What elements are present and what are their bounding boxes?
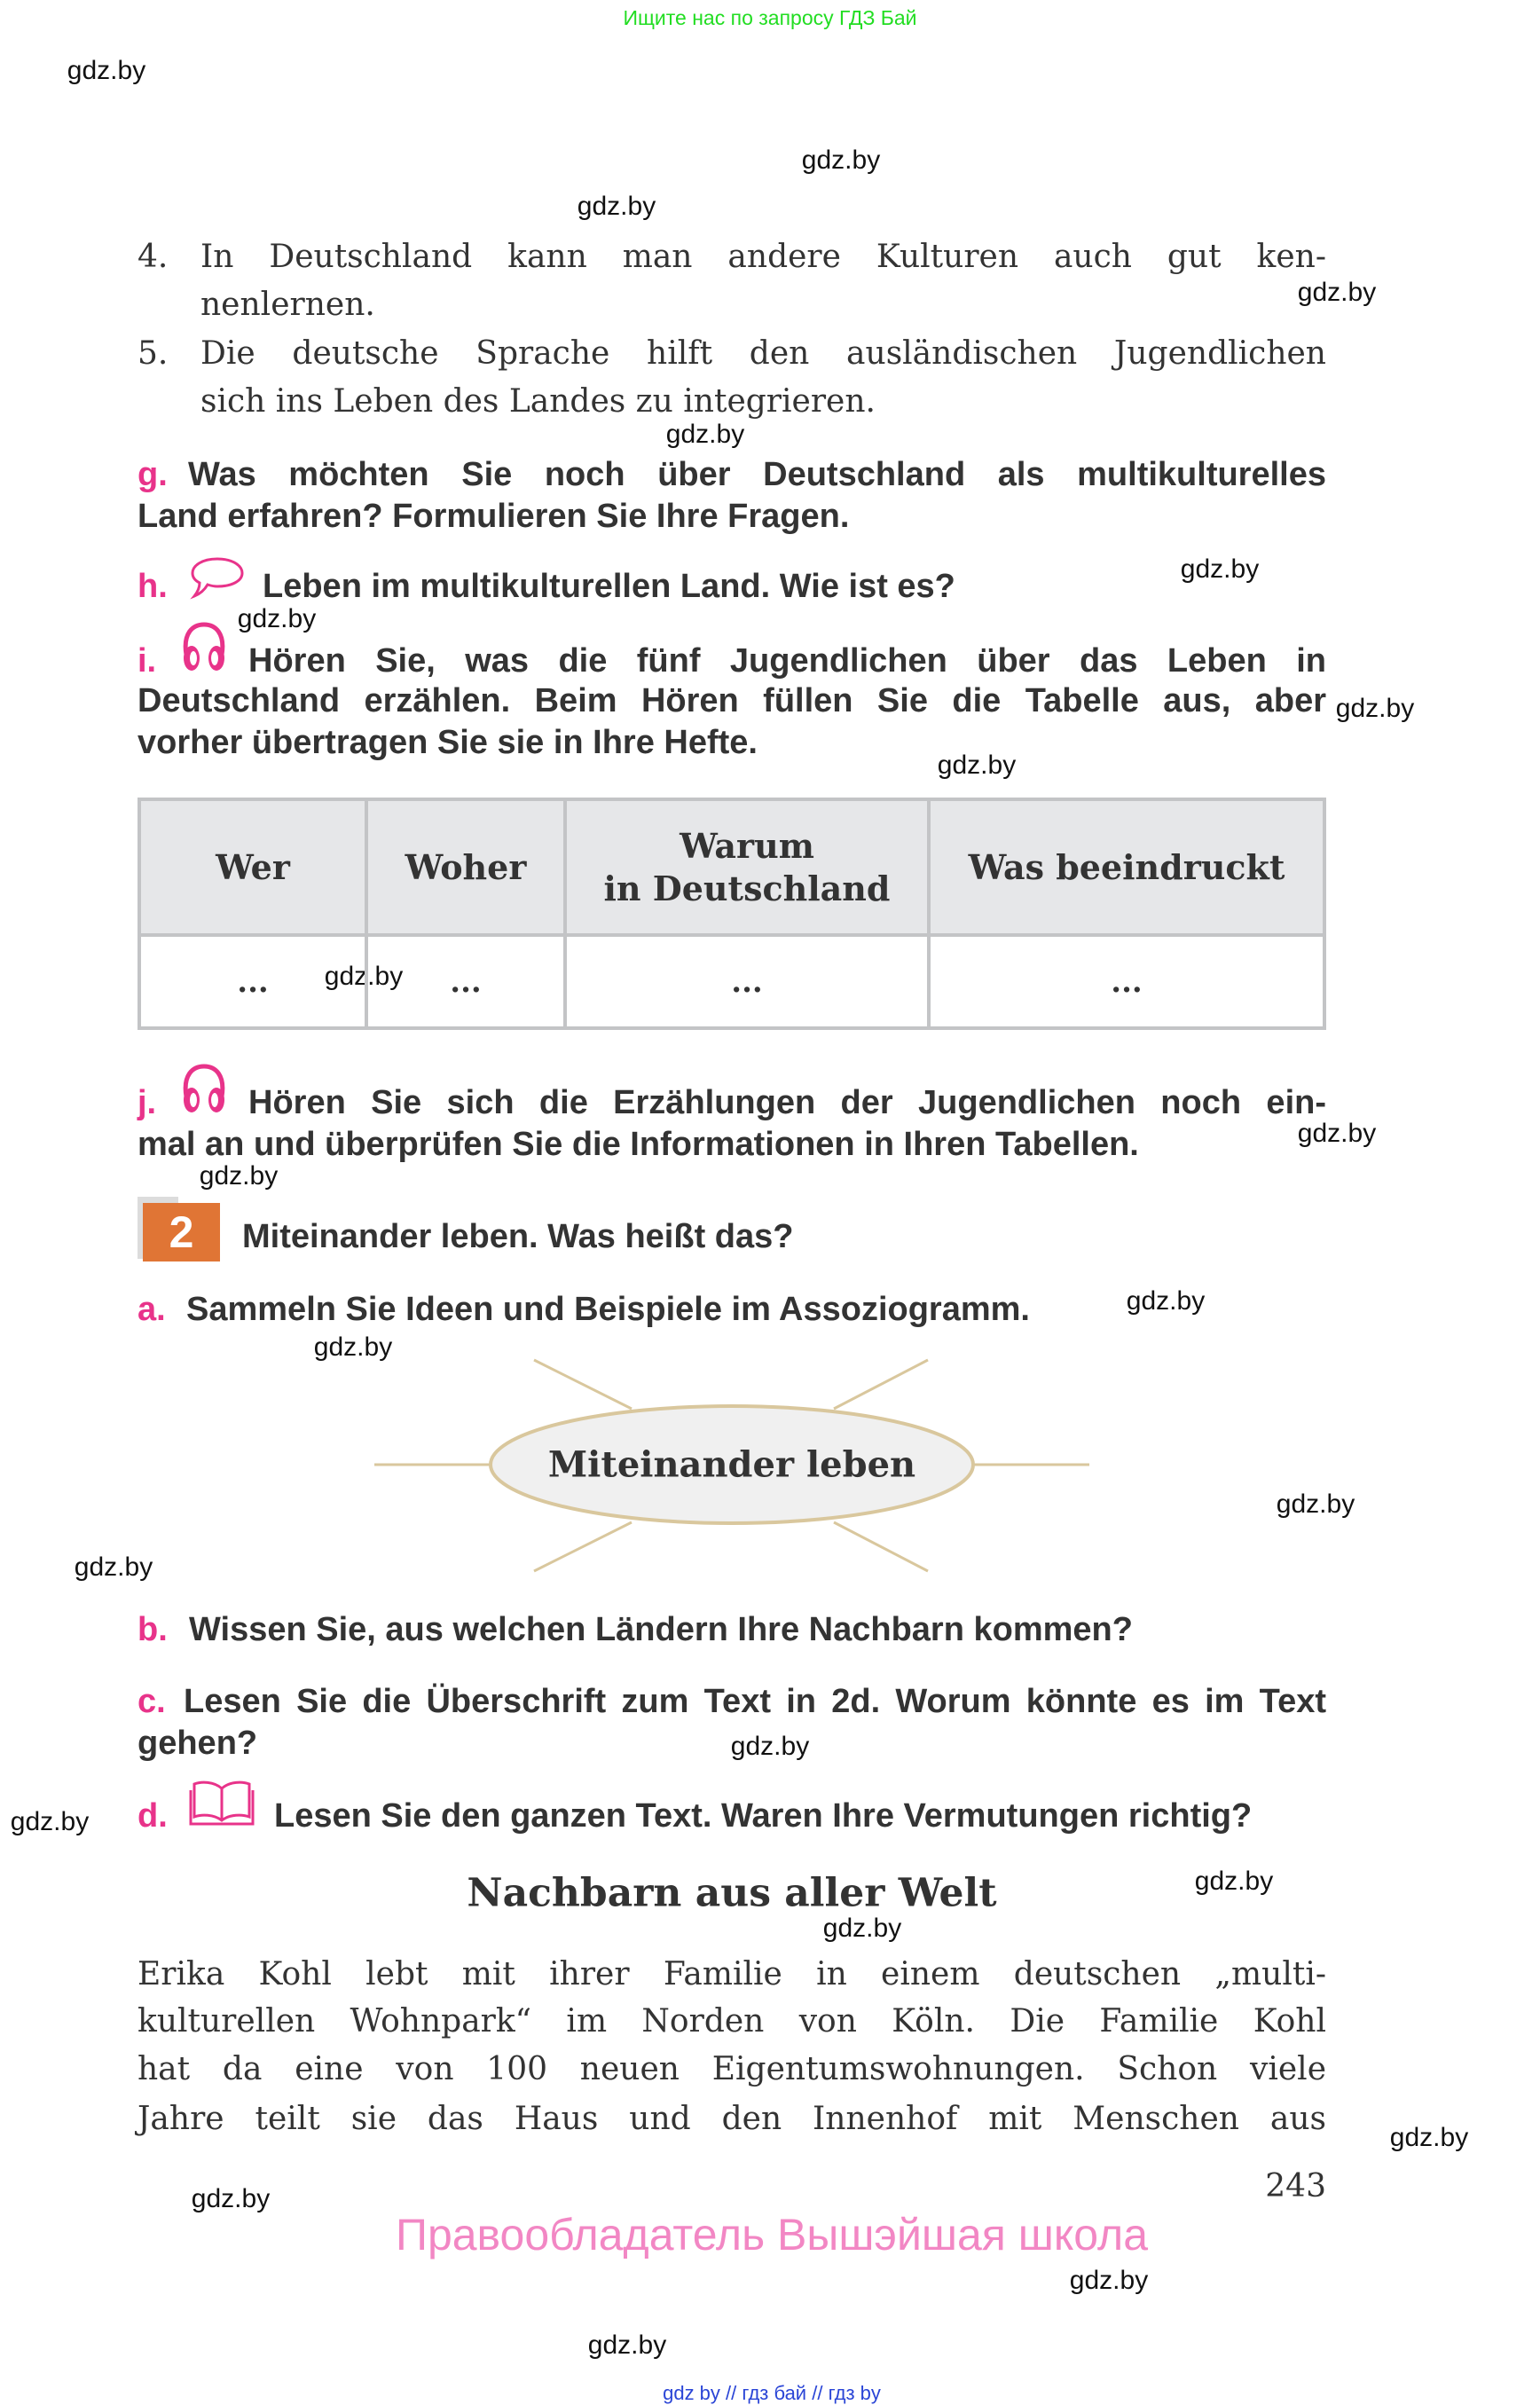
diagram-center-label: Miteinander leben [547, 1443, 916, 1486]
task-c-line-2: gehen? [138, 1725, 258, 1762]
footer-link[interactable]: gdz by [663, 2382, 720, 2404]
header-line: in Deutschland [603, 868, 891, 908]
item-4-line-2: nenlernen. [200, 287, 375, 323]
reading-title: Nachbarn aus aller Welt [467, 1870, 997, 1916]
search-banner[interactable]: Ищите нас по запросу ГДЗ Бай [623, 6, 917, 29]
table-cell[interactable]: ... [139, 935, 366, 1028]
column-header-warum [565, 799, 929, 935]
table-cell[interactable]: ... [929, 935, 1324, 1028]
table-header-row [139, 799, 1324, 935]
watermark-text: gdz.by [577, 192, 656, 221]
item-4-line-1: In Deutschland kann man andere Kulturen auch gut ken- [200, 239, 1326, 275]
task-i-line-2: Deutschland erzählen. Beim Hören füllen Sie die Tabelle aus, aber [138, 682, 1326, 719]
item-number-5: 5. [138, 335, 169, 372]
watermark-text: gdz.by [730, 1732, 810, 1761]
headphones-icon [178, 621, 230, 674]
watermark-text: gdz.by [191, 2184, 271, 2213]
reading-line: Jahre teilt sie das Haus und den Innenhof mit Menschen aus [138, 2101, 1326, 2137]
watermark-text: gdz.by [1276, 1489, 1355, 1519]
task-g-line-2: Land erfahren? Formulieren Sie Ihre Fragen. [138, 498, 850, 535]
column-header-was-beeindruckt: Was beeindruckt [929, 799, 1324, 935]
task-a-label: a. [138, 1291, 166, 1328]
watermark-text: gdz.by [937, 751, 1017, 780]
exercise-number-badge: 2 [143, 1203, 220, 1261]
task-i-line-3: vorher übertragen Sie sie in Ihre Hefte. [138, 724, 758, 761]
watermark-text: gdz.by [587, 2330, 667, 2360]
reading-line: Erika Kohl lebt mit ihrer Familie in einem deutschen „multi- [138, 1956, 1326, 1992]
watermark-text: gdz.by [1335, 694, 1415, 723]
watermark-text: gdz.by [237, 604, 317, 633]
task-g-label: g. [138, 456, 168, 493]
task-j-line-2: mal an und überprüfen Sie die Informationen in Ihren Tabellen. [138, 1126, 1139, 1163]
header-line: Warum [680, 825, 814, 866]
item-5-line-1: Die deutsche Sprache hilft den ausländischen Jugendlichen [200, 335, 1326, 372]
watermark-text: gdz.by [1389, 2123, 1469, 2152]
watermark-text: gdz.by [1069, 2266, 1149, 2295]
task-g-line-1: Was möchten Sie noch über Deutschland als multikulturelles [188, 456, 1326, 493]
task-j-line-1: Hören Sie sich die Erzählungen der Jugendlichen noch ein- [248, 1084, 1326, 1121]
column-header-wer: Wer [139, 799, 366, 935]
watermark-text: gdz.by [1297, 1119, 1377, 1148]
table-row [139, 935, 1324, 1028]
task-b-label: b. [138, 1611, 168, 1648]
exercise-title: Miteinander leben. Was heißt das? [242, 1218, 794, 1255]
task-i-line-1: Hören Sie, was die fünf Jugendlichen über das Leben in [248, 642, 1326, 680]
diagram-spoke [534, 1360, 632, 1409]
watermark-text: gdz.by [313, 1332, 393, 1362]
diagram-spoke [834, 1360, 928, 1409]
task-i-label: i. [138, 642, 157, 680]
listening-table [138, 798, 1326, 1030]
copyright-notice: Правообладатель Вышэйшая школа [396, 2210, 1148, 2260]
footer-link[interactable]: гдз бай [742, 2382, 807, 2404]
diagram-spoke [534, 1522, 632, 1571]
watermark-text: gdz.by [74, 1552, 153, 1582]
task-h-label: h. [138, 568, 168, 605]
watermark-text: gdz.by [10, 1807, 90, 1836]
watermark-text: gdz.by [822, 1914, 902, 1943]
speech-bubble-icon [189, 555, 246, 601]
watermark-text: gdz.by [1297, 278, 1377, 307]
watermark-text: gdz.by [801, 145, 881, 175]
watermark-text: gdz.by [665, 420, 745, 449]
footer-separator: // [726, 2382, 737, 2404]
task-h-text: Leben im multikulturellen Land. Wie ist es? [263, 568, 955, 605]
watermark-text: gdz.by [1194, 1867, 1274, 1896]
item-number-4: 4. [138, 239, 169, 275]
column-header-woher: Woher [366, 799, 565, 935]
open-book-icon [189, 1778, 255, 1827]
diagram-spoke [834, 1522, 928, 1571]
task-d-label: d. [138, 1797, 168, 1835]
watermark-text: gdz.by [324, 962, 404, 991]
task-a-text: Sammeln Sie Ideen und Beispiele im Assoziogramm. [186, 1291, 1030, 1328]
table-cell[interactable]: ... [366, 935, 565, 1028]
task-b-text: Wissen Sie, aus welchen Ländern Ihre Nachbarn kommen? [189, 1611, 1133, 1648]
reading-line: hat da eine von 100 neuen Eigentumswohnungen. Schon viele [138, 2051, 1326, 2087]
task-d-text: Lesen Sie den ganzen Text. Waren Ihre Vermutungen richtig? [274, 1797, 1253, 1835]
task-j-label: j. [138, 1084, 157, 1121]
headphones-icon [178, 1063, 230, 1116]
footer-links [663, 2382, 881, 2405]
watermark-text: gdz.by [1126, 1286, 1206, 1316]
table-cell[interactable]: ... [565, 935, 929, 1028]
task-c-label: c. [138, 1683, 166, 1720]
watermark-text: gdz.by [1180, 554, 1260, 584]
task-c-line-1: Lesen Sie die Überschrift zum Text in 2d. Worum könnte es im Text [184, 1683, 1326, 1720]
page-number: 243 [1265, 2168, 1326, 2205]
watermark-text: gdz.by [199, 1161, 279, 1191]
watermark-text: gdz.by [67, 56, 146, 85]
footer-link[interactable]: гдз by [828, 2382, 881, 2404]
footer-separator: // [812, 2382, 823, 2404]
item-5-line-2: sich ins Leben des Landes zu integrieren. [200, 383, 876, 420]
reading-line: kulturellen Wohnpark“ im Norden von Köln. Die Familie Kohl [138, 2003, 1326, 2040]
